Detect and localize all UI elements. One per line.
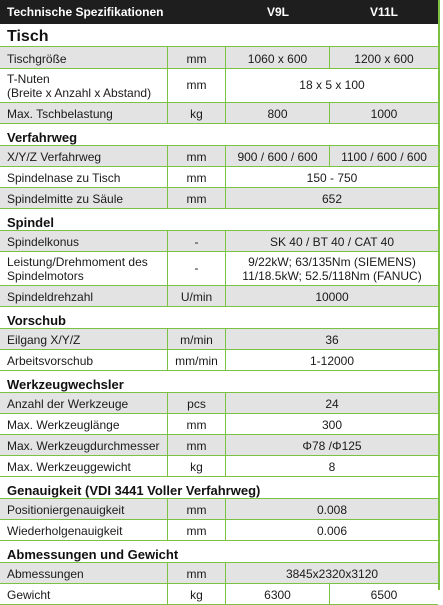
row-label: X/Y/Z Verfahrweg (0, 146, 168, 166)
row-unit: mm (168, 69, 226, 102)
row-value-v11l: 6500 (370, 588, 398, 602)
table-row (0, 146, 438, 167)
table-row (0, 456, 438, 477)
section-title-genauigkeit: Genauigkeit (VDI 3441 Voller Verfahrweg) (0, 477, 438, 499)
row-label-line1: Leistung/Drehmoment des (7, 255, 148, 269)
row-value-shared: SK 40 / BT 40 / CAT 40 (269, 235, 395, 249)
row-unit: mm (168, 499, 226, 519)
row-label: Spindelmitte zu Säule (0, 188, 168, 208)
section-title-tisch: Tisch (0, 24, 438, 47)
row-label: Arbeitsvorschub (0, 350, 168, 370)
table-row (0, 563, 438, 584)
table-row (0, 231, 438, 252)
row-label: Eilgang X/Y/Z (0, 329, 168, 349)
row-unit: - (168, 252, 226, 285)
table-row (0, 350, 438, 371)
table-header (0, 0, 438, 24)
table-row (0, 103, 438, 124)
row-label: Spindeldrehzahl (0, 286, 168, 306)
table-row (0, 286, 438, 307)
row-label-line1: T-Nuten (7, 72, 50, 86)
row-unit: kg (168, 584, 226, 604)
row-label-line2: (Breite x Anzahl x Abstand) (7, 86, 152, 100)
row-value-shared: 36 (325, 333, 339, 347)
row-unit: mm (168, 414, 226, 434)
row-unit: kg (168, 103, 226, 123)
row-value-shared: 24 (325, 397, 339, 411)
table-row (0, 69, 438, 103)
table-row (0, 329, 438, 350)
row-value-shared: 18 x 5 x 100 (299, 77, 365, 92)
row-unit: mm (168, 188, 226, 208)
row-value-shared: 0.006 (316, 524, 348, 538)
row-label: Anzahl der Werkzeuge (0, 393, 168, 413)
row-value-v11l: 1100 / 600 / 600 (341, 150, 427, 164)
header-col-v9l: V9L (266, 5, 289, 19)
table-row (0, 520, 438, 541)
row-label: Gewicht (0, 584, 168, 604)
row-value-shared: 8 (328, 460, 336, 474)
section-title-abmessungen: Abmessungen und Gewicht (0, 541, 438, 563)
row-label: Tischgröße (0, 47, 168, 68)
row-label: Max. Werkzeuglänge (0, 414, 168, 434)
row-unit: m/min (168, 329, 226, 349)
table-row (0, 414, 438, 435)
row-value-shared: 10000 (315, 290, 349, 304)
row-unit: - (168, 231, 226, 251)
row-label: Positioniergenauigkeit (0, 499, 168, 519)
table-row (0, 435, 438, 456)
row-value-shared: 150 - 750 (306, 171, 358, 185)
row-value-v9l: 800 (226, 103, 330, 123)
row-label (0, 252, 168, 285)
section-title-werkzeugwechsler: Werkzeugwechsler (0, 371, 438, 393)
row-value-line1: 9/22kW; 63/135Nm (SIEMENS) (248, 255, 416, 269)
table-row (0, 188, 438, 209)
row-label: Spindelnase zu Tisch (0, 167, 168, 187)
row-value-v11l: 1200 x 600 (354, 52, 414, 66)
row-value-shared: 652 (321, 192, 343, 206)
row-label: Max. Werkzeugdurchmesser (0, 435, 168, 455)
row-value-shared: 0.008 (316, 503, 348, 517)
row-label (0, 69, 168, 102)
row-unit: mm (168, 167, 226, 187)
row-label: Max. Werkzeuggewicht (0, 456, 168, 476)
row-unit: mm (168, 435, 226, 455)
row-unit: mm (168, 47, 226, 68)
row-unit: mm/min (168, 350, 226, 370)
row-value-shared: Φ78 /Φ125 (302, 439, 362, 453)
header-title: Technische Spezifikationen (7, 5, 164, 19)
table-row (0, 393, 438, 414)
section-title-vorschub: Vorschub (0, 307, 438, 329)
section-title-verfahrweg: Verfahrweg (0, 124, 438, 146)
table-row (0, 47, 438, 69)
row-value-v9l: 6300 (226, 584, 330, 604)
row-label: Max. Tschbelastung (0, 103, 168, 123)
row-unit: mm (168, 520, 226, 540)
row-unit: U/min (168, 286, 226, 306)
row-value-shared: 1-12000 (309, 354, 355, 368)
row-unit: mm (168, 563, 226, 583)
row-value-shared: 300 (321, 418, 343, 432)
row-label-line2: Spindelmotors (7, 269, 84, 283)
row-label: Abmessungen (0, 563, 168, 583)
row-value-shared: 3845x2320x3120 (285, 567, 379, 581)
row-value-line2: 11/18.5kW; 52.5/118Nm (FANUC) (242, 269, 422, 283)
row-value-v9l: 900 / 600 / 600 (226, 146, 330, 166)
table-row (0, 499, 438, 520)
row-unit: kg (168, 456, 226, 476)
header-col-v11l: V11L (369, 5, 399, 19)
row-unit: pcs (168, 393, 226, 413)
row-unit: mm (168, 146, 226, 166)
table-row (0, 167, 438, 188)
table-row (0, 252, 438, 286)
row-value-v11l: 1000 (370, 107, 398, 121)
row-value-v9l: 1060 x 600 (226, 47, 330, 68)
row-label: Spindelkonus (0, 231, 168, 251)
row-label: Wiederholgenauigkeit (0, 520, 168, 540)
section-title-spindel: Spindel (0, 209, 438, 231)
table-row (0, 584, 438, 605)
row-value-shared (226, 252, 438, 285)
